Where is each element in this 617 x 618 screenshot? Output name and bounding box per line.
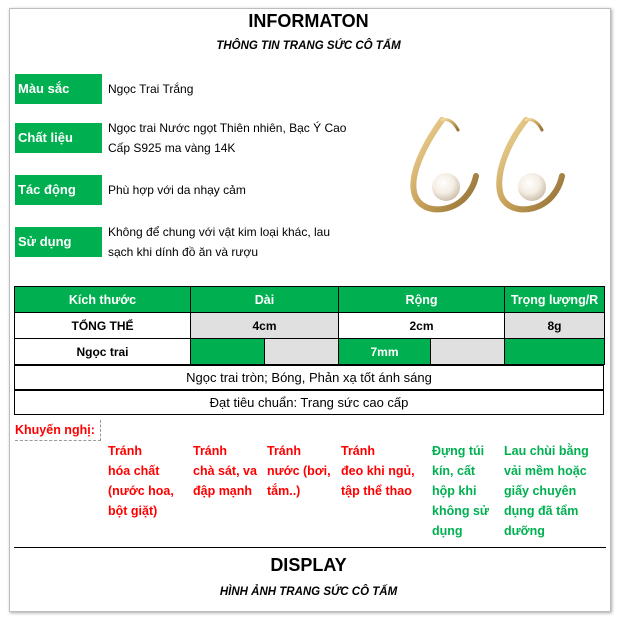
note-pearl-quality: Ngọc trai tròn; Bóng, Phản xạ tốt ánh sáng: [14, 365, 604, 390]
label-effect: Tác động: [15, 175, 102, 205]
recommendation-item: Đựng túi kín, cất hộp khi không sử dụng: [432, 444, 489, 538]
size-table-header: [15, 287, 605, 313]
recommendation-item: Tránh hóa chất (nước hoa, bột giặt): [108, 444, 174, 518]
header-size: Kích thước: [15, 287, 191, 313]
overall-weight: 8g: [505, 313, 605, 339]
row-name-pearl: Ngọc trai: [15, 339, 191, 365]
value-material: Ngọc trai Nước ngọt Thiên nhiên, Bạc Ý Cao Cấp S925 ma vàng 14K: [108, 121, 347, 155]
pearl-cell-gray: [265, 339, 339, 365]
note-standard: Đạt tiêu chuẩn: Trang sức cao cấp: [14, 390, 604, 415]
overall-width: 2cm: [339, 313, 505, 339]
overall-length: 4cm: [191, 313, 339, 339]
page-subtitle: THÔNG TIN TRANG SỨC CÔ TẤM: [216, 40, 401, 52]
value-usage: Không để chung với vật kim loại khác, lau sạch khi dính đồ ăn và rượu: [108, 225, 330, 259]
table-row: [15, 339, 605, 365]
pearl-cell-gray-2: [431, 339, 505, 365]
value-effect: Phù hợp với da nhạy cảm: [108, 183, 246, 197]
size-table: [14, 286, 605, 365]
left-earring: [413, 119, 476, 209]
recommendation-item: Tránh chà sát, va đập mạnh: [193, 444, 257, 498]
recommendation-item: Lau chùi bằng vải mềm hoặc giấy chuyên dụng đã tẩm dưỡng: [504, 444, 589, 538]
display-subtitle: HÌNH ẢNH TRANG SỨC CÔ TẤM: [219, 586, 398, 598]
pearl-cell-green-2: [505, 339, 605, 365]
pearl-earrings-image: [404, 112, 584, 222]
label-material: Chất liệu: [15, 123, 102, 153]
header-width: Rộng: [339, 287, 505, 313]
value-color: Ngọc Trai Trắng: [108, 82, 194, 96]
label-usage: Sử dụng: [15, 227, 102, 257]
header-length: Dài: [191, 287, 339, 313]
pearl-size: 7mm: [339, 339, 431, 365]
display-title: DISPLAY: [270, 555, 347, 575]
label-color: Màu sắc: [15, 74, 102, 104]
right-earring: [499, 119, 562, 209]
table-row: [15, 313, 605, 339]
row-name-overall: TỔNG THỂ: [15, 313, 191, 339]
header-weight: Trọng lượng/R: [505, 287, 605, 313]
divider: [14, 547, 606, 548]
recommendation-item: Tránh nước (bơi, tắm..): [267, 444, 331, 498]
recommendation-item: Tránh đeo khi ngủ, tập thể thao: [341, 444, 415, 498]
page-title: INFORMATON: [248, 11, 369, 31]
pearl-cell-green: [191, 339, 265, 365]
recommendation-label: Khuyến nghị:: [15, 420, 101, 441]
